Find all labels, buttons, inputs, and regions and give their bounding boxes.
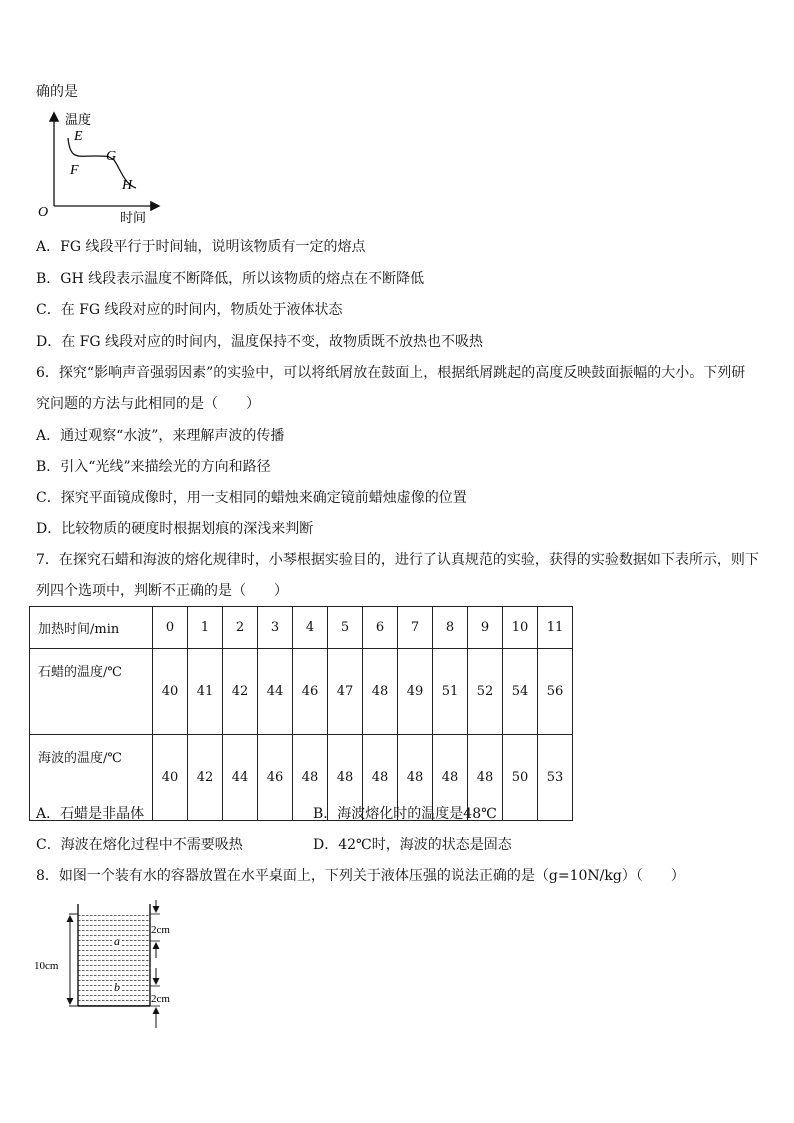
q7-option-d: D．42℃时，海波的状态是固态	[313, 837, 512, 853]
q7-option-c: C．海波在熔化过程中不需要吸热	[36, 837, 243, 853]
point-b-label: b	[114, 980, 120, 994]
time-cell: 11	[538, 607, 573, 649]
q5-option-c: C．在 FG 线段对应的时间内，物质处于液体状态	[36, 302, 343, 318]
q7-option-a: A．石蜡是非晶体	[36, 806, 145, 822]
question-fragment: 确的是	[36, 84, 78, 100]
q8-stem: 8．如图一个装有水的容器放置在水平桌面上，下列关于液体压强的说法正确的是（g=10N/kg）（ ）	[36, 868, 685, 884]
point-e-label: E	[74, 129, 83, 144]
time-cell: 7	[398, 607, 433, 649]
q6-stem-line1: 6．探究“影响声音强弱因素”的实验中，可以将纸屑放在鼓面上，根据纸屑跳起的高度反映鼓面振幅的大小。下列研	[36, 365, 746, 381]
time-cell: 2	[223, 607, 258, 649]
row-header-time: 加热时间/min	[30, 607, 153, 649]
hypo-cell: 48	[328, 735, 363, 821]
x-axis-label: 时间	[120, 211, 147, 226]
hypo-cell: 48	[363, 735, 398, 821]
paraffin-cell: 40	[153, 649, 188, 735]
time-cell: 0	[153, 607, 188, 649]
point-g-label: G	[106, 149, 117, 164]
water-container-figure	[30, 898, 190, 1036]
paraffin-cell: 49	[398, 649, 433, 735]
paraffin-cell: 44	[258, 649, 293, 735]
time-cell: 4	[293, 607, 328, 649]
paraffin-cell: 56	[538, 649, 573, 735]
paraffin-cell: 48	[363, 649, 398, 735]
hypo-cell: 48	[293, 735, 328, 821]
paraffin-cell: 42	[223, 649, 258, 735]
q5-option-b: B．GH 线段表示温度不断降低，所以该物质的熔点在不断降低	[36, 271, 425, 287]
hypo-cell: 40	[153, 735, 188, 821]
hypo-cell: 44	[223, 735, 258, 821]
q7-stem-line2: 列四个选项中，判断不正确的是（ ）	[36, 583, 288, 599]
point-a-label: a	[114, 934, 120, 948]
hypo-cell: 48	[433, 735, 468, 821]
row-header-hypo: 海波的温度/℃	[30, 735, 153, 821]
time-cell: 9	[468, 607, 503, 649]
paraffin-cell: 41	[188, 649, 223, 735]
table-row-paraffin	[30, 649, 573, 735]
melting-data-table	[29, 606, 573, 821]
table-row-time	[30, 607, 573, 649]
time-cell: 10	[503, 607, 538, 649]
hypo-cell: 50	[503, 735, 538, 821]
top-dimension-label: 2cm	[151, 924, 170, 936]
time-cell: 8	[433, 607, 468, 649]
hypo-cell: 53	[538, 735, 573, 821]
y-axis-label: 温度	[65, 113, 92, 128]
q6-option-b: B．引入“光线”来描绘光的方向和路径	[36, 459, 271, 475]
temperature-time-graph	[34, 108, 164, 232]
origin-label: O	[38, 205, 49, 220]
paraffin-cell: 51	[433, 649, 468, 735]
q6-stem-line2: 究问题的方法与此相同的是（ ）	[36, 396, 260, 412]
row-header-paraffin: 石蜡的温度/℃	[30, 649, 153, 735]
q7-option-b: B．海波熔化时的温度是48℃	[313, 806, 497, 822]
q6-option-c: C．探究平面镜成像时，用一支相同的蜡烛来确定镜前蜡烛虚像的位置	[36, 490, 467, 506]
hypo-cell: 46	[258, 735, 293, 821]
q7-stem-line1: 7．在探究石蜡和海波的熔化规律时，小琴根据实验目的，进行了认真规范的实验，获得的实验数据如下表所示，则下	[36, 552, 759, 568]
paraffin-cell: 52	[468, 649, 503, 735]
height-label: 10cm	[34, 960, 59, 972]
paraffin-cell: 47	[328, 649, 363, 735]
q6-option-d: D．比较物质的硬度时根据划痕的深浅来判断	[36, 521, 314, 537]
bottom-dimension-label: 2cm	[151, 993, 170, 1005]
paraffin-cell: 46	[293, 649, 328, 735]
paraffin-cell: 54	[503, 649, 538, 735]
point-h-label: H	[122, 178, 133, 193]
hypo-cell: 48	[468, 735, 503, 821]
q6-option-a: A．通过观察“水波”，来理解声波的传播	[36, 428, 285, 444]
q5-option-a: A．FG 线段平行于时间轴，说明该物质有一定的熔点	[36, 239, 366, 255]
time-cell: 5	[328, 607, 363, 649]
time-cell: 1	[188, 607, 223, 649]
hypo-cell: 48	[398, 735, 433, 821]
point-f-label: F	[70, 163, 79, 178]
time-cell: 6	[363, 607, 398, 649]
hypo-cell: 42	[188, 735, 223, 821]
q5-option-d: D．在 FG 线段对应的时间内，温度保持不变，故物质既不放热也不吸热	[36, 334, 484, 350]
time-cell: 3	[258, 607, 293, 649]
